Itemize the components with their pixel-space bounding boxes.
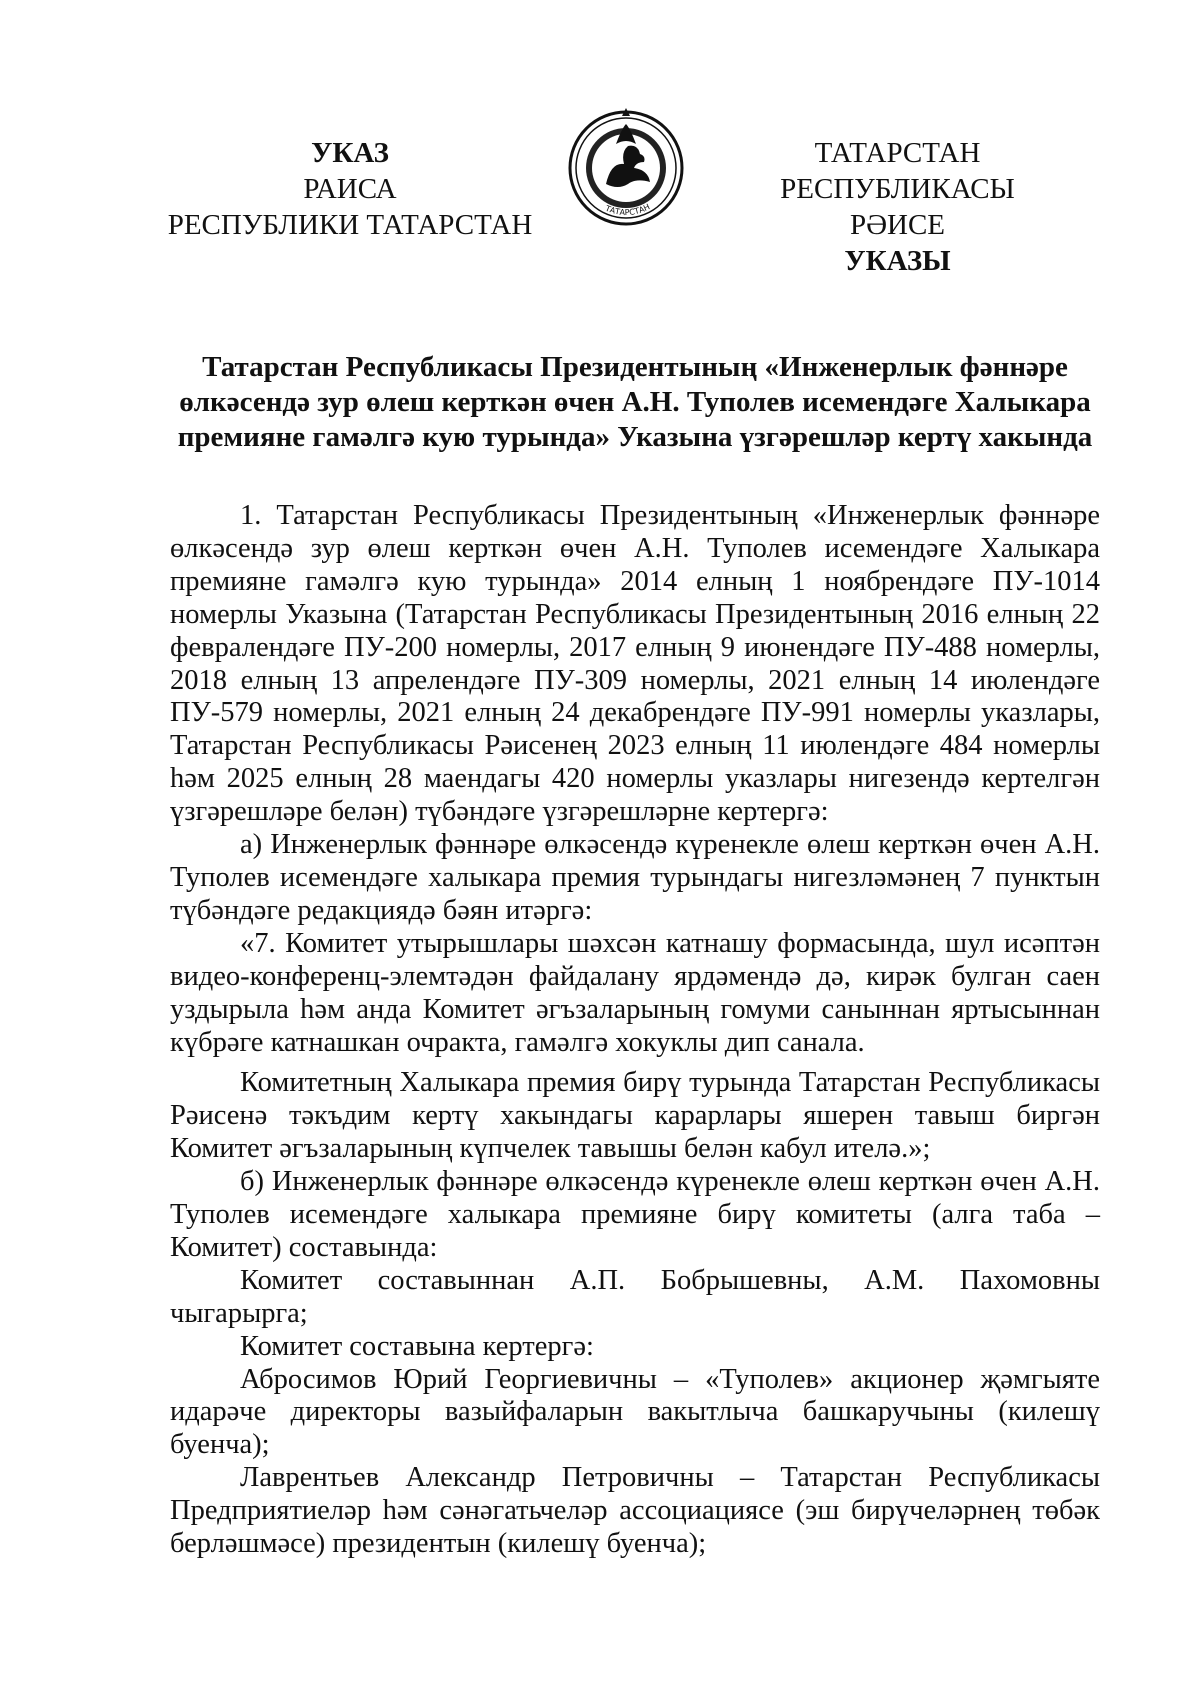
- paragraph-remove-members: Комитет составыннан А.П. Бобрышевны, А.М. Пахомовны чыгарырга;: [170, 1264, 1100, 1329]
- paragraph-a: а) Инженерлык фәннәре өлкәсендә күренекле өлеш керткән өчен А.Н. Туполев исемендәге халыкара премия турындагы нигезләмәнең 7 пунктын түбәндәге редакциядә бәян итәргә:: [170, 829, 1100, 926]
- paragraph-abrosimov: Абросимов Юрий Георгиевичны – «Туполев» акционер җәмгыяте идарәче директоры вазыйфаларын вакытлыча башкаручыны (килешү буенча);: [170, 1363, 1100, 1461]
- paragraph-b: б) Инженерлык фәннәре өлкәсендә күренекле өлеш керткән өчен А.Н. Туполев исемендәге халыкара премияне бирү комитеты (алга таба – Комитет) составында:: [170, 1166, 1100, 1263]
- document-body: [170, 500, 1100, 1561]
- paragraph-committee-decisions: Комитетның Халыкара премия бирү турында Татарстан Республикасы Рәисенә тәкъдим кертү хакындагы карарлары яшерен тавыш биргән Комитет әгъзаларының күпчелек тавышы белән кабул ителә.»;: [170, 1067, 1100, 1165]
- title-line3: премияне гамәлгә кую турында» Указына үзгәрешләр кертү хакында: [177, 421, 1093, 453]
- header-right-line1: ТАТАРСТАН РЕСПУБЛИКАСЫ: [780, 137, 1015, 205]
- header-russian: [165, 135, 535, 243]
- header-left-line3: РЕСПУБЛИКИ ТАТАРСТАН: [167, 209, 533, 241]
- title-line1: Татарстан Республикасы Президентының «Инженерлык фәннәре: [202, 351, 1068, 383]
- header-left-line2: РАИСА: [303, 173, 397, 205]
- paragraph-add-members: Комитет составына кертергә:: [240, 1330, 594, 1362]
- header-right-line2: РӘИСЕ: [849, 209, 946, 241]
- paragraph-point-7: «7. Комитет утырышлары шәхсән катнашу формасында, шул исәптән видео-конференц-элемтәдән файдалану ярдәмендә дә, кирәк булган саен уздырыла һәм анда Комитет әгъзаларының гомуми саныннан яртысыннан күбрәге катнашкан очракта, гамәлгә хокуклы дип санала.: [170, 927, 1100, 1058]
- emblem-text: ТАТАРСТАН: [604, 202, 652, 218]
- header-tatar: [695, 135, 1100, 279]
- header-left-line1: УКАЗ: [311, 137, 389, 169]
- paragraph-lavrentyev: Лаврентьев Александр Петровичны – Татарстан Республикасы Предприятиеләр һәм сәнәгатьчеләр ассоциациясе (эш бирүчеләрнең төбәк берләшмәсе) президентын (килешү буенча);: [170, 1462, 1100, 1560]
- paragraph-1: 1. Татарстан Республикасы Президентының «Инженерлык фәннәре өлкәсендә зур өлеш керткән өчен А.Н. Туполев исемендәге Халыкара премияне гамәлгә кую турында» 2014 елның 1 ноябрендәге ПУ-1014 номерлы Указына (Татарстан Республикасы Президентының 2016 елның 22 февралендәге ПУ-200 номерлы, 2017 елның 9 июнендәге ПУ-488 номерлы, 2018 елның 13 апрелендәге ПУ-309 номерлы, 2021 елның 14 июлендәге ПУ-579 номерлы, 2021 елның 24 декабрендәге ПУ-991 номерлы указлары, Татарстан Республикасы Рәисенең 2023 елның 11 июлендәге 484 номерлы һәм 2025 елның 28 маендагы 420 номерлы указлары нигезендә кертелгән үзгәрешләре белән) түбәндәге үзгәрешләрне кертергә:: [170, 500, 1100, 828]
- title-line2: өлкәсендә зур өлеш керткән өчен А.Н. Туполев исемендәге Халыкара: [179, 386, 1091, 418]
- document-title: [170, 350, 1100, 455]
- document-header: [0, 0, 1200, 277]
- header-right-line3: УКАЗЫ: [844, 245, 951, 277]
- coat-of-arms-icon: [566, 104, 686, 228]
